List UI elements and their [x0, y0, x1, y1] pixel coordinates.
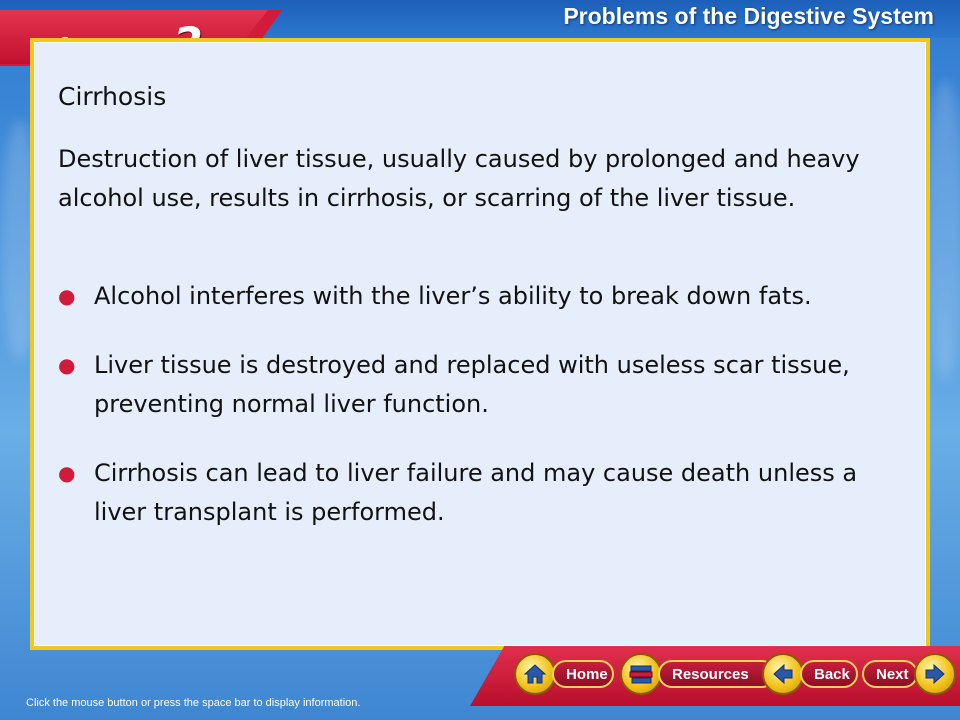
page-title: Problems of the Digestive System [563, 3, 934, 29]
sky-background [925, 80, 960, 380]
bullet-dot-icon: ● [58, 461, 76, 485]
next-button[interactable] [862, 652, 956, 696]
home-icon [514, 653, 556, 695]
bullet-item [58, 346, 908, 424]
books-icon [620, 653, 662, 695]
bullet-text: Cirrhosis can lead to liver failure and may cause death unless a liver transplant is performed. [94, 459, 858, 526]
back-arrow-icon [762, 653, 804, 695]
bullet-text: Alcohol interferes with the liver’s ability to break down fats. [94, 282, 812, 310]
intro-paragraph: Destruction of liver tissue, usually caused by prolonged and heavy alcohol use, results in cirrhosis, or scarring of the liver tissue. [58, 145, 860, 212]
resources-button[interactable] [620, 652, 776, 696]
back-button[interactable] [762, 652, 858, 696]
bullet-list [58, 277, 908, 532]
back-button-label: Back [800, 660, 858, 688]
next-arrow-icon [914, 653, 956, 695]
bullet-item [58, 277, 908, 316]
home-button[interactable] [514, 652, 614, 696]
footer-instruction: Click the mouse button or press the space bar to display information. [26, 697, 361, 709]
next-button-label: Next [862, 660, 918, 688]
home-button-label: Home [552, 660, 614, 688]
bullet-dot-icon: ● [58, 353, 76, 377]
bullet-text: Liver tissue is destroyed and replaced with useless scar tissue, preventing normal liver function. [94, 351, 850, 418]
section-heading: Cirrhosis [58, 82, 167, 111]
resources-button-label: Resources [658, 660, 776, 688]
bullet-dot-icon: ● [58, 284, 76, 308]
bullet-item [58, 454, 908, 532]
